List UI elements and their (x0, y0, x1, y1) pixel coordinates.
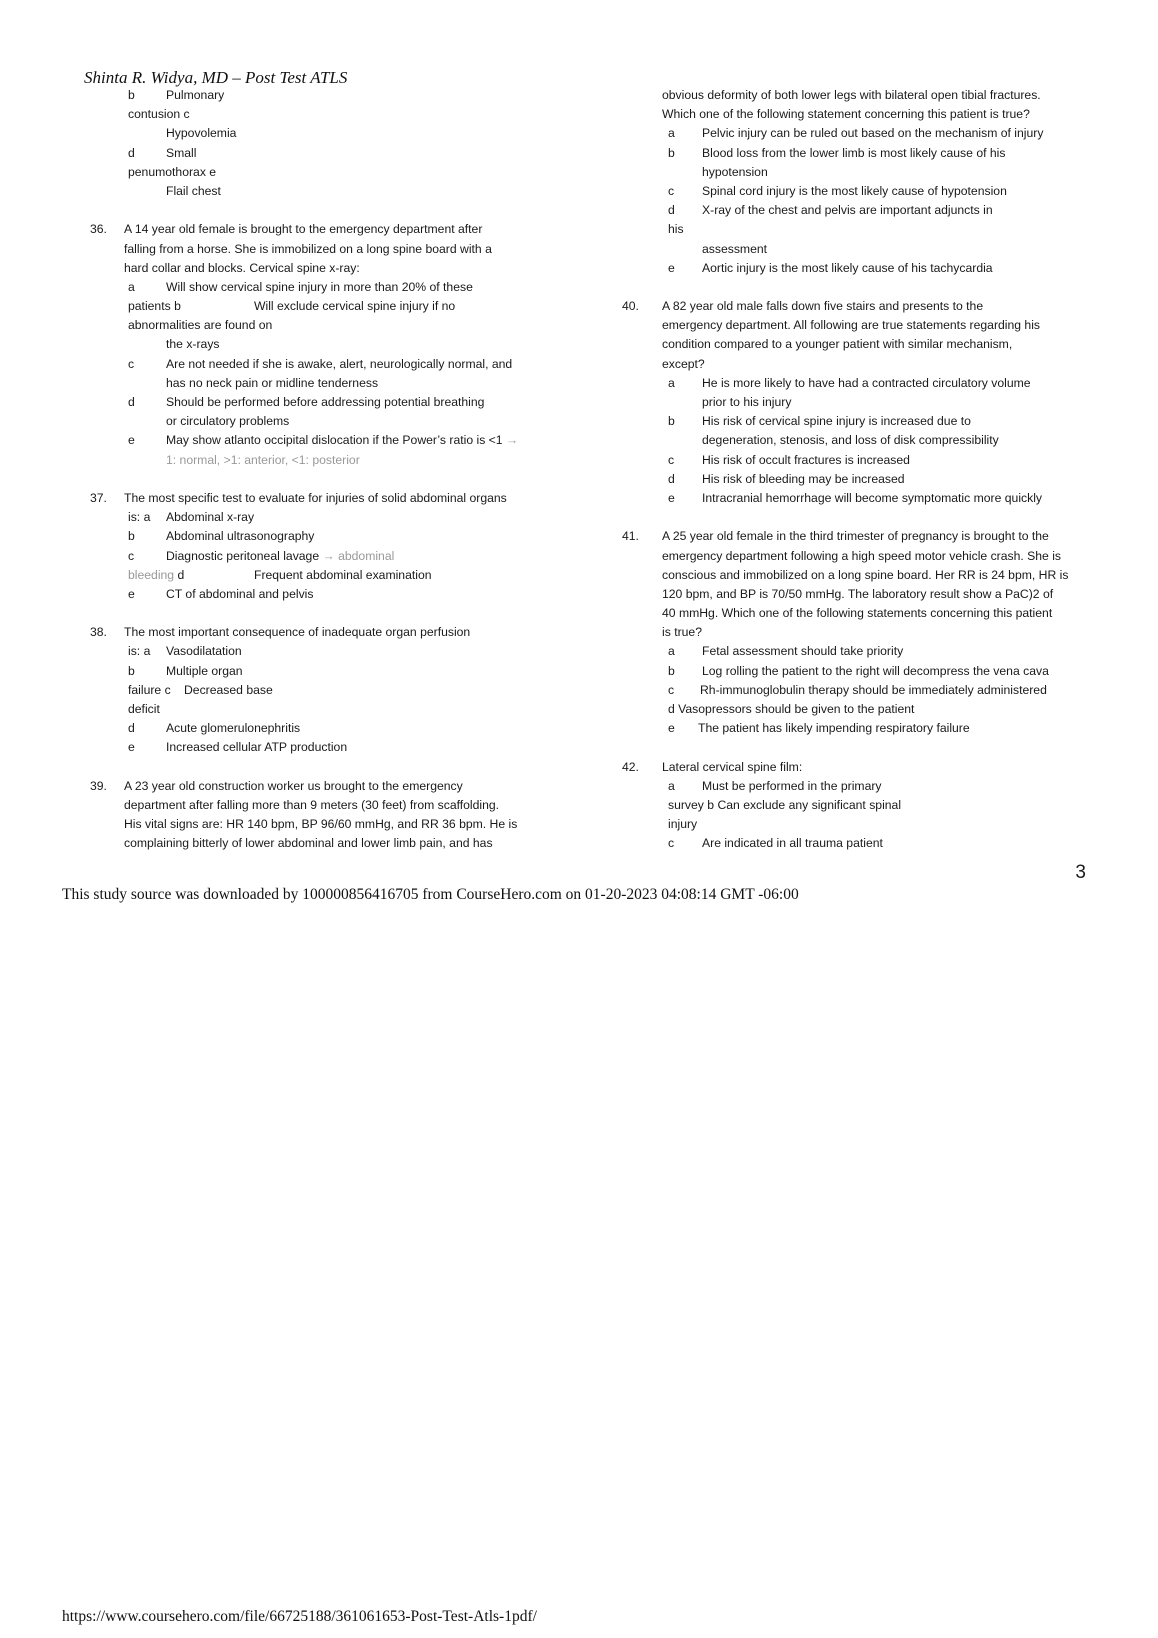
option-label: Acute glomerulonephritis (166, 721, 301, 736)
option-label: Abdominal ultrasonography (166, 529, 315, 544)
option-label: Aortic injury is the most likely cause of his tachycardia (702, 260, 993, 275)
text-line (90, 662, 530, 681)
option-label: Vasodilatation (166, 644, 242, 659)
option-label: His risk of cervical spine injury is increased due to (702, 414, 971, 429)
option-label: Should be performed before addressing potential breathing (166, 395, 485, 409)
text-line (622, 393, 1082, 412)
line-text: d (668, 203, 675, 218)
option-text (166, 527, 314, 546)
text-line (622, 105, 1082, 124)
option-label: Fetal assessment should take priority (702, 644, 904, 659)
text-line (90, 451, 530, 470)
line-gap (90, 201, 530, 220)
option-text (166, 585, 313, 604)
text-line (90, 316, 530, 335)
question-number: 38. (90, 625, 107, 640)
line-text: e (668, 490, 675, 505)
text-line (90, 681, 530, 700)
line-text: a (668, 375, 675, 390)
option-text (702, 182, 1007, 201)
text-line (90, 642, 530, 661)
text-line (90, 412, 530, 431)
text-line (90, 259, 530, 278)
text-line (622, 316, 1082, 335)
page-number: 3 (1075, 862, 1086, 883)
gray-note: bleeding (128, 567, 175, 582)
option-label: X-ray of the chest and pelvis are important adjuncts in (702, 203, 993, 218)
line-text: Flail chest (166, 183, 221, 198)
text-line (622, 489, 1082, 508)
text-line (90, 719, 530, 738)
option-text (700, 681, 1047, 700)
source-url: https://www.coursehero.com/file/66725188/361061653-Post-Test-Atls-1pdf/ (62, 1608, 537, 1625)
option-label: His risk of occult fractures is increased (702, 452, 910, 467)
line-text: e (128, 433, 135, 448)
line-text: A 14 year old female is brought to the emergency department after (124, 222, 483, 237)
line-text: obvious deformity of both lower legs with bilateral open tibial fractures. (662, 88, 1041, 102)
right-column (622, 86, 1082, 854)
option-label: Pulmonary (166, 88, 225, 102)
question-number: 41. (622, 529, 639, 544)
option-text (702, 412, 971, 431)
option-text (702, 662, 1049, 681)
line-text: or circulatory problems (166, 414, 290, 429)
text-line (90, 431, 530, 450)
option-label: May show atlanto occipital dislocation if the Power’s ratio is <1 (166, 433, 503, 448)
line-text: hard collar and blocks. Cervical spine x-ray: (124, 260, 360, 275)
line-text: e (668, 260, 675, 275)
text-line (90, 163, 530, 182)
option-text (166, 508, 254, 527)
question-number: 37. (90, 490, 107, 505)
line-text: is: a (128, 510, 151, 525)
line-text: b (668, 414, 675, 429)
text-line (90, 508, 530, 527)
option-text (698, 719, 970, 738)
option-label: Must be performed in the primary (702, 778, 882, 793)
option-label: Frequent abdominal examination (254, 567, 432, 582)
option-text (166, 719, 300, 738)
text-line (90, 374, 530, 393)
line-text: penumothorax e (128, 164, 217, 179)
text-line (622, 566, 1082, 585)
option-label: Decreased base (184, 682, 273, 697)
line-text: 40 mmHg. Which one of the following statements concerning this patient (662, 606, 1053, 621)
text-line (622, 700, 1082, 719)
option-text (166, 278, 473, 297)
text-line (90, 489, 530, 508)
line-text: assessment (702, 241, 768, 256)
text-line (90, 815, 530, 834)
line-text: b (668, 663, 675, 678)
option-text (702, 374, 1031, 393)
text-line (622, 182, 1082, 201)
text-line (622, 355, 1082, 374)
text-line (622, 297, 1082, 316)
option-label: The patient has likely impending respiratory failure (698, 721, 970, 736)
gray-note: → abdominal (319, 548, 395, 563)
text-line (622, 201, 1082, 220)
text-line (622, 240, 1082, 259)
gray-note: 1: normal, >1: anterior, <1: posterior (166, 452, 360, 467)
text-line (622, 163, 1082, 182)
text-line (90, 796, 530, 815)
line-text: degeneration, stenosis, and loss of disk compressibility (702, 433, 999, 448)
text-line (90, 623, 530, 642)
line-text: d (174, 567, 185, 582)
line-text: condition compared to a younger patient with similar mechanism, (662, 337, 1013, 352)
option-text (184, 681, 273, 700)
text-line (90, 700, 530, 719)
text-line (90, 105, 530, 124)
option-text (166, 642, 242, 661)
option-text (702, 201, 993, 220)
question-number: 42. (622, 759, 639, 774)
line-text: except? (662, 356, 705, 371)
option-text (166, 662, 243, 681)
line-gap (622, 508, 1082, 527)
option-text (254, 566, 432, 585)
text-line (622, 470, 1082, 489)
line-text: A 23 year old construction worker us brought to the emergency (124, 778, 463, 793)
text-line (90, 86, 530, 105)
option-label: His risk of bleeding may be increased (702, 471, 905, 486)
line-text: b (128, 663, 135, 678)
line-text: c (128, 548, 135, 563)
line-text: abnormalities are found on (128, 318, 273, 333)
text-line (622, 412, 1082, 431)
line-text: emergency department following a high speed motor vehicle crash. She is (662, 548, 1062, 563)
text-line (622, 604, 1082, 623)
line-text: Which one of the following statement concerning this patient is true? (662, 107, 1030, 122)
option-text (702, 451, 910, 470)
text-line (90, 124, 530, 143)
option-text (166, 86, 224, 105)
line-text: injury (668, 817, 698, 832)
option-label: Log rolling the patient to the right will decompress the vena cava (702, 663, 1049, 678)
line-text: d (668, 471, 675, 486)
line-text: conscious and immobilized on a long spine board. Her RR is 24 bpm, HR is (662, 567, 1069, 582)
option-text (702, 144, 1005, 163)
line-text: A 82 year old male falls down five stairs and presents to the (662, 299, 984, 314)
text-line (622, 662, 1082, 681)
option-text (166, 393, 484, 412)
line-text: a (128, 279, 135, 294)
line-text: d Vasopressors should be given to the patient (668, 702, 915, 716)
text-line (622, 623, 1082, 642)
option-label: Will exclude cervical spine injury if no (254, 299, 456, 314)
text-line (622, 796, 1082, 815)
text-line (622, 220, 1082, 239)
option-label: Blood loss from the lower limb is most likely cause of his (702, 145, 1006, 160)
text-line (90, 566, 530, 585)
option-text (702, 777, 882, 796)
line-text: contusion c (128, 107, 190, 122)
line-text: 120 bpm, and BP is 70/50 mmHg. The laboratory result show a PaC)2 of (662, 586, 1054, 601)
line-gap (622, 738, 1082, 757)
text-line (622, 719, 1082, 738)
option-label: Small (166, 145, 197, 160)
text-line (622, 758, 1082, 777)
option-label: Spinal cord injury is the most likely cause of hypotension (702, 183, 1007, 198)
line-text: falling from a horse. She is immobilized on a long spine board with a (124, 241, 492, 256)
option-text (702, 489, 1042, 508)
option-label: Pelvic injury can be ruled out based on the mechanism of injury (702, 126, 1044, 141)
text-line (622, 547, 1082, 566)
option-label: Are not needed if she is awake, alert, neurologically normal, and (166, 356, 513, 371)
line-text: d (128, 721, 135, 736)
text-line (622, 642, 1082, 661)
text-line (622, 86, 1082, 105)
text-line (90, 585, 530, 604)
line-text: department after falling more than 9 meters (30 feet) from scaffolding. (124, 797, 500, 812)
line-text: complaining bitterly of lower abdominal and lower limb pain, and has (124, 836, 493, 851)
line-text: prior to his injury (702, 395, 792, 409)
line-text: e (128, 740, 135, 755)
question-number: 36. (90, 222, 107, 237)
text-line (90, 144, 530, 163)
text-line (622, 431, 1082, 450)
text-line (622, 777, 1082, 796)
option-text (166, 431, 518, 450)
text-line (90, 240, 530, 259)
line-text: has no neck pain or midline tenderness (166, 375, 379, 390)
option-label: He is more likely to have had a contracted circulatory volume (702, 375, 1031, 390)
line-text: a (668, 126, 675, 141)
line-gap (622, 278, 1082, 297)
line-text: The most important consequence of inadequate organ perfusion (124, 625, 471, 640)
line-text: the x-rays (166, 337, 220, 352)
mixed-text (128, 566, 184, 585)
line-text: His vital signs are: HR 140 bpm, BP 96/60 mmHg, and RR 36 bpm. He is (124, 817, 518, 832)
line-text: Hypovolemia (166, 126, 237, 141)
line-text: b (128, 88, 135, 102)
line-text: d (128, 395, 135, 409)
line-text: is true? (662, 625, 702, 640)
text-line (622, 834, 1082, 853)
line-gap (90, 758, 530, 777)
text-line (90, 297, 530, 316)
line-text: patients b (128, 299, 181, 314)
option-text (702, 124, 1043, 143)
line-text: c (668, 183, 675, 198)
line-text: b (128, 529, 135, 544)
page-header: Shinta R. Widya, MD – Post Test ATLS (84, 68, 348, 87)
text-line (622, 815, 1082, 834)
left-column (90, 86, 530, 854)
download-notice: This study source was downloaded by 100000856416705 from CourseHero.com on 01-20-2023 04:08:14 GMT -06:00 (62, 886, 799, 903)
text-line (90, 335, 530, 354)
line-text: c (668, 452, 675, 467)
option-text (702, 470, 905, 489)
text-line (90, 355, 530, 374)
text-line (90, 777, 530, 796)
text-line (622, 585, 1082, 604)
line-text: a (668, 778, 675, 793)
text-line (90, 547, 530, 566)
text-line (622, 335, 1082, 354)
line-text: b (668, 145, 675, 160)
line-text: e (668, 721, 675, 736)
line-text: d (128, 145, 135, 160)
text-line (90, 278, 530, 297)
question-number: 39. (90, 778, 107, 793)
line-text: The most specific test to evaluate for injuries of solid abdominal organs (124, 490, 507, 505)
line-text: Lateral cervical spine film: (662, 759, 803, 774)
option-label: Intracranial hemorrhage will become symptomatic more quickly (702, 490, 1043, 505)
line-text: failure c (128, 682, 171, 697)
line-text: A 25 year old female in the third trimester of pregnancy is brought to the (662, 529, 1049, 544)
text-line (90, 834, 530, 853)
line-text: a (668, 644, 675, 659)
text-line (90, 527, 530, 546)
text-line (622, 451, 1082, 470)
text-line (622, 681, 1082, 700)
question-number: 40. (622, 299, 639, 314)
text-line (622, 527, 1082, 546)
option-label: Multiple organ (166, 663, 243, 678)
text-line (622, 374, 1082, 393)
text-line (622, 259, 1082, 278)
option-label: Will show cervical spine injury in more than 20% of these (166, 279, 473, 294)
line-gap (90, 604, 530, 623)
option-text (166, 738, 347, 757)
text-line (90, 220, 530, 239)
option-text (702, 259, 993, 278)
gray-note: → (502, 433, 519, 448)
line-text: emergency department. All following are true statements regarding his (662, 318, 1041, 333)
line-text: is: a (128, 644, 151, 659)
text-line (90, 182, 530, 201)
option-text (166, 547, 394, 566)
line-text: survey b Can exclude any significant spinal (668, 797, 902, 812)
option-text (166, 355, 512, 374)
text-line (622, 124, 1082, 143)
line-text: c (668, 682, 675, 697)
option-text (702, 834, 883, 853)
option-label: Increased cellular ATP production (166, 740, 348, 755)
option-text (254, 297, 455, 316)
option-label: CT of abdominal and pelvis (166, 586, 314, 601)
option-text (166, 144, 196, 163)
line-text: c (668, 836, 675, 851)
line-text: hypotension (702, 164, 768, 179)
line-text: his (668, 222, 684, 237)
line-text: deficit (128, 702, 160, 716)
line-text: e (128, 586, 135, 601)
text-line (622, 144, 1082, 163)
option-label: Are indicated in all trauma patient (702, 836, 883, 851)
line-text: c (128, 356, 135, 371)
option-label: Diagnostic peritoneal lavage (166, 548, 320, 563)
line-gap (90, 470, 530, 489)
option-text (702, 642, 903, 661)
text-line (90, 393, 530, 412)
text-line (90, 738, 530, 757)
option-label: Rh-immunoglobulin therapy should be immediately administered (700, 682, 1047, 697)
option-label: Abdominal x-ray (166, 510, 255, 525)
